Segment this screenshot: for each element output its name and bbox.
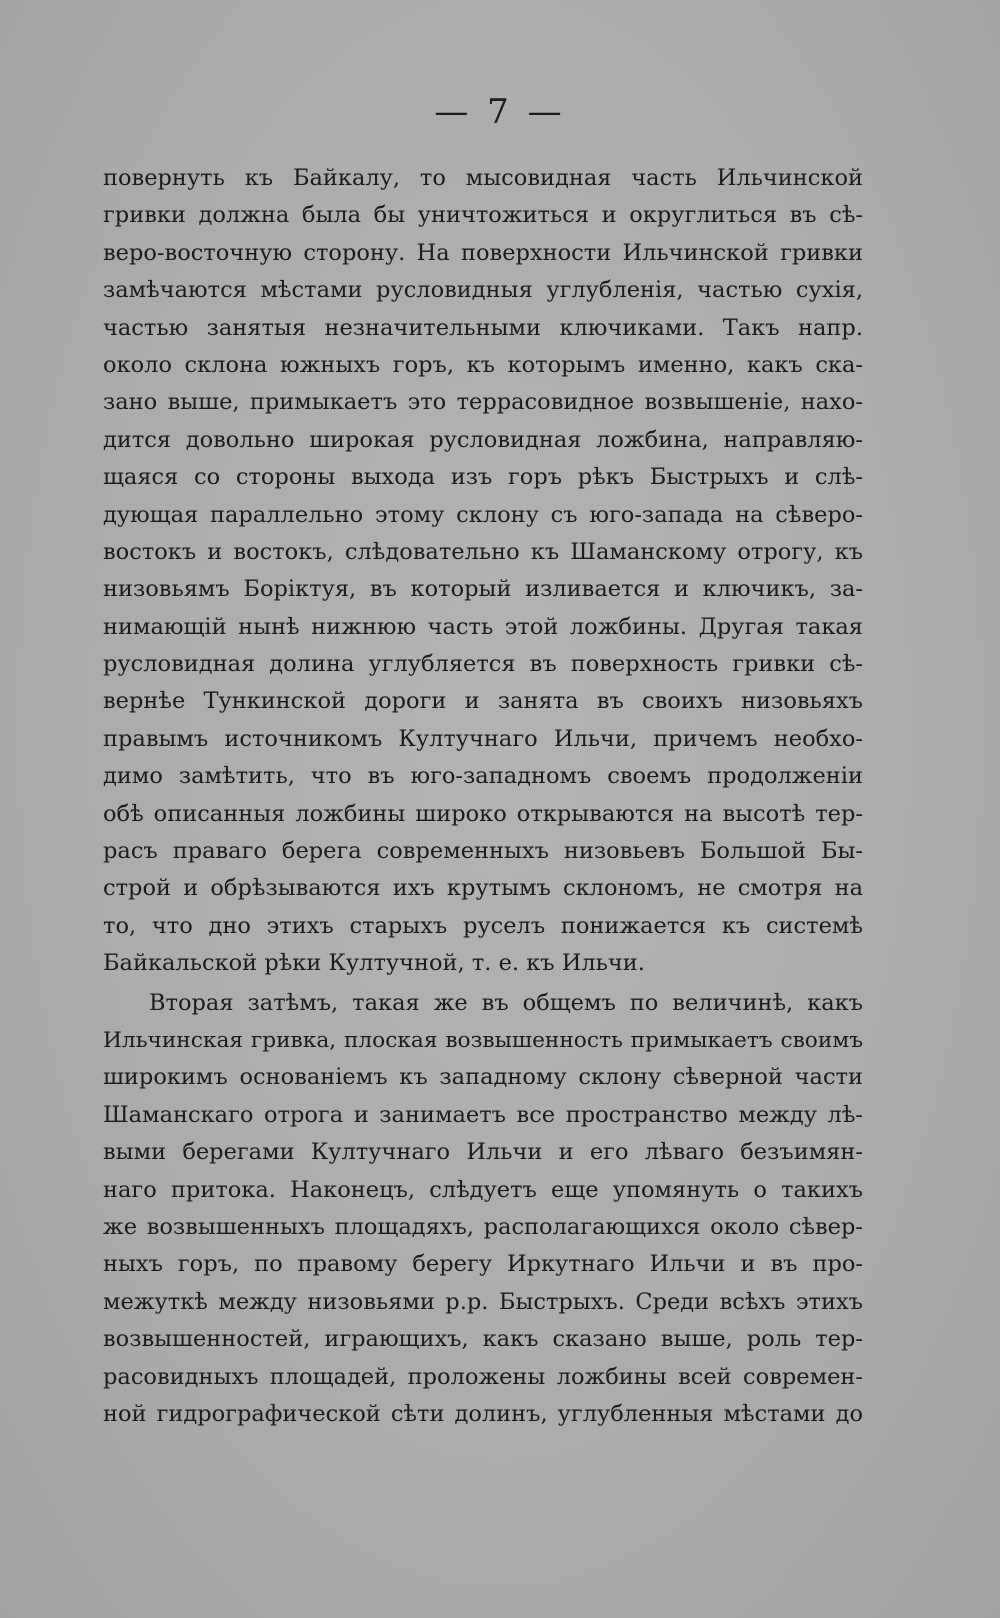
- text-line: востокъ и востокъ, слѣдовательно къ Шаманскому отрогу, къ: [103, 538, 863, 565]
- text-line: же возвышенныхъ площадяхъ, располагающихся около сѣвер-: [103, 1213, 863, 1240]
- text-line: возвышенностей, играющихъ, какъ сказано выше, роль тер-: [103, 1326, 863, 1353]
- text-line: правымъ источникомъ Култучнаго Ильчи, причемъ необхо-: [103, 725, 863, 752]
- text-line: зано выше, примыкаетъ это террасовидное возвышеніе, нахо-: [103, 389, 863, 416]
- text-line: щаяся со стороны выхода изъ горъ рѣкъ Быстрыхъ и слѣ-: [103, 464, 863, 491]
- text-line: ной гидрографической сѣти долинъ, углубленныя мѣстами до: [103, 1400, 863, 1427]
- paragraph-2: [103, 985, 863, 1434]
- text-line: широкимъ основаніемъ къ западному склону сѣверной части: [103, 1064, 863, 1091]
- text-line: то, что дно этихъ старыхъ руселъ понижается къ системѣ: [103, 912, 863, 939]
- text-line: Вторая затѣмъ, такая же въ общемъ по величинѣ, какъ: [149, 989, 863, 1016]
- text-line: около склона южныхъ горъ, къ которымъ именно, какъ ска-: [103, 351, 863, 378]
- text-line: веро-восточную сторону. На поверхности Ильчинской гривки: [103, 239, 863, 266]
- body-text: [103, 160, 863, 1433]
- text-line: Байкальской рѣки Култучной, т. е. къ Ильчи.: [103, 950, 645, 977]
- text-line: повернуть къ Байкалу, то мысовидная часть Ильчинской: [103, 165, 863, 191]
- text-line: строй и обрѣзываются ихъ крутымъ склономъ, не смотря на: [103, 875, 863, 902]
- text-line: Ильчинская гривка, плоская возвышенность примыкаетъ своимъ: [103, 1027, 863, 1053]
- text-line: низовьямъ Борiктуя, въ который изливается и ключикъ, за-: [103, 576, 863, 603]
- text-line: гривки должна была бы уничтожиться и округлиться въ сѣ-: [103, 202, 863, 229]
- text-line: русловидная долина углубляется въ поверхность гривки сѣ-: [103, 651, 863, 678]
- text-line: наго притока. Наконецъ, слѣдуетъ еще упомянуть о такихъ: [103, 1176, 863, 1203]
- text-line: нимающій нынѣ нижнюю часть этой ложбины. Другая такая: [103, 613, 863, 640]
- text-line: ныхъ горъ, по правому берегу Иркутнаго Ильчи и въ про-: [103, 1251, 863, 1278]
- text-line: вернѣе Тункинской дороги и занята въ своихъ низовьяхъ: [103, 688, 863, 715]
- text-line: расовидныхъ площадей, проложены ложбины всей современ-: [103, 1363, 863, 1390]
- page-number: — 7 —: [434, 92, 566, 132]
- text-line: дится довольно широкая русловидная ложбина, направляю-: [103, 426, 863, 453]
- text-line: замѣчаются мѣстами русловидныя углубленія, частью сухія,: [103, 277, 863, 304]
- text-line: выми берегами Култучнаго Ильчи и его лѣваго безъимян-: [103, 1139, 863, 1166]
- text-line: дующая параллельно этому склону съ юго-запада на сѣверо-: [103, 501, 863, 528]
- text-line: межуткѣ между низовьями р.р. Быстрыхъ. Среди всѣхъ этихъ: [103, 1288, 863, 1315]
- text-line: Шаманскаго отрога и занимаетъ все пространство между лѣ-: [103, 1101, 863, 1128]
- text-line: расъ праваго берега современныхъ низовьевъ Большой Бы-: [103, 838, 863, 865]
- text-line: обѣ описанныя ложбины широко открываются на высотѣ тер-: [103, 800, 863, 827]
- paragraph-1: [103, 160, 863, 983]
- text-line: димо замѣтить, что въ юго-западномъ своемъ продолженіи: [103, 763, 863, 790]
- text-line: частью занятыя незначительными ключиками. Такъ напр.: [103, 314, 863, 341]
